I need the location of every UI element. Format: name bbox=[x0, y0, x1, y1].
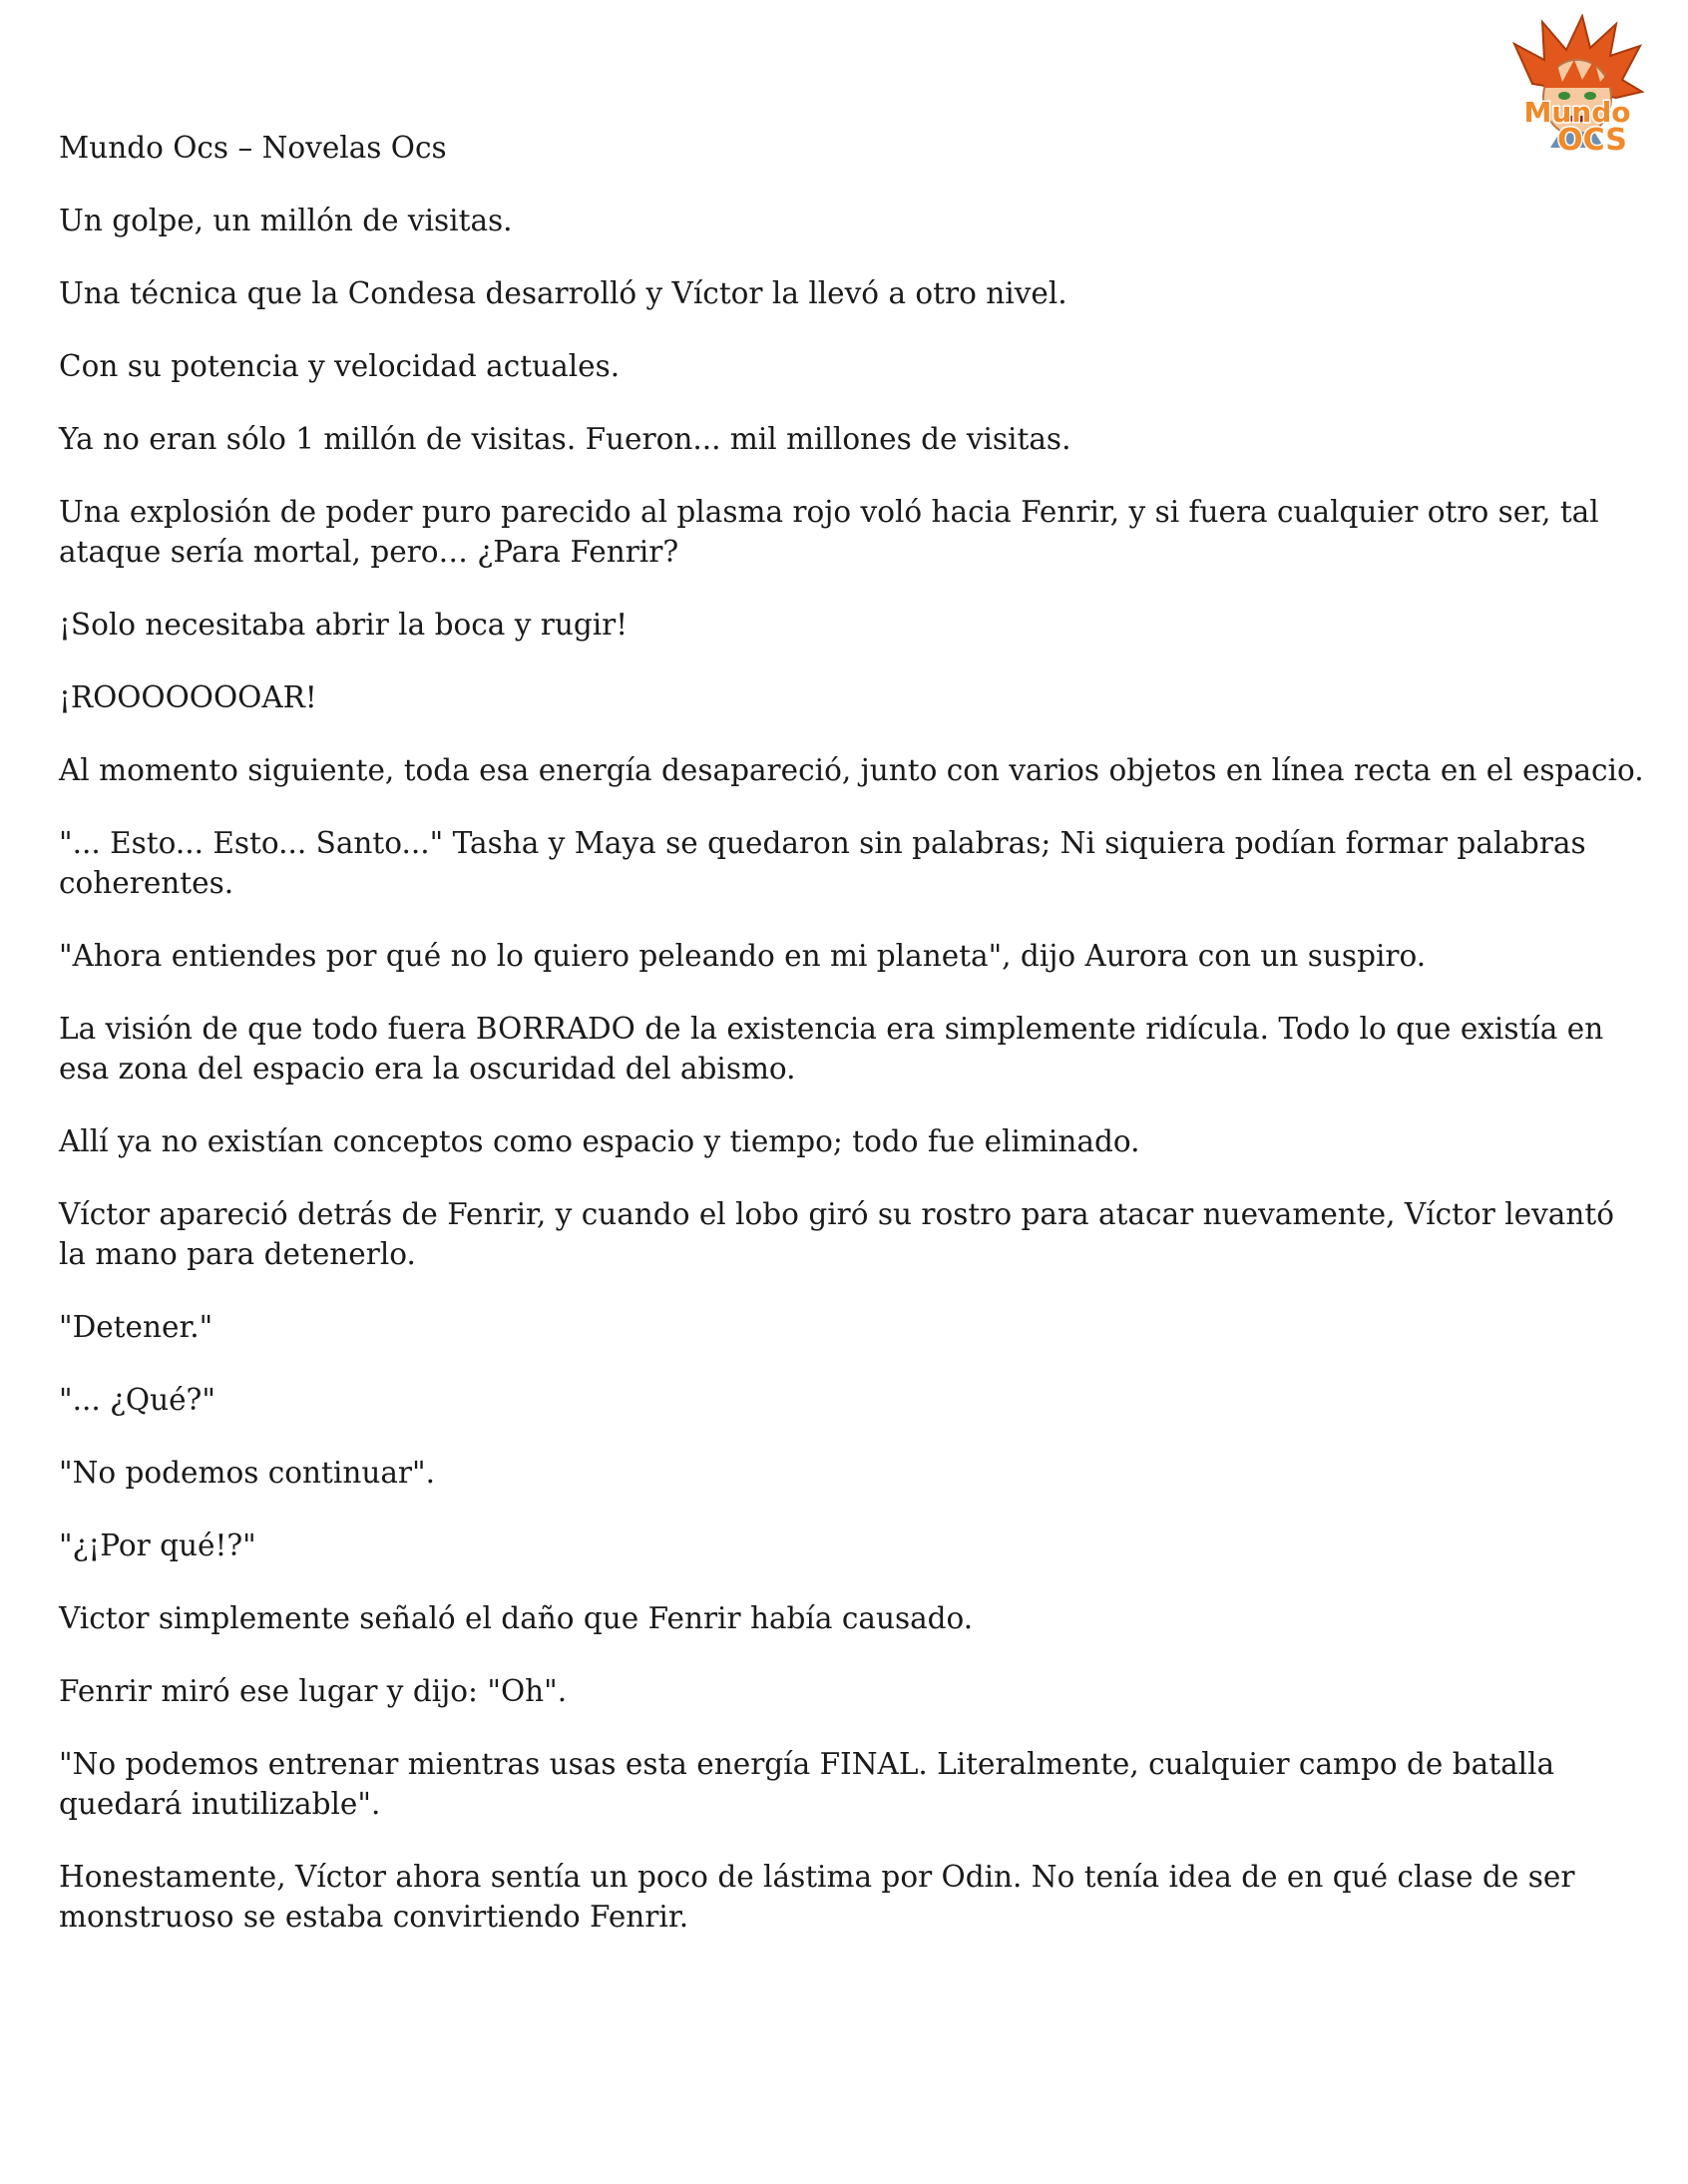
paragraph: "... ¿Qué?" bbox=[59, 1383, 215, 1417]
paragraph: ¡Solo necesitaba abrir la boca y rugir! bbox=[59, 608, 629, 642]
paragraph: "No podemos continuar". bbox=[59, 1456, 435, 1490]
paragraph: ¡ROOOOOOOAR! bbox=[59, 680, 317, 714]
paragraph: Con su potencia y velocidad actuales. bbox=[59, 349, 621, 383]
document-body bbox=[59, 201, 1645, 1937]
paragraph: Victor simplemente señaló el daño que Fenrir había causado. bbox=[59, 1601, 974, 1635]
document-page bbox=[59, 128, 1645, 1969]
paragraph: "No podemos entrenar mientras usas esta energía FINAL. Literalmente, cualquier campo de batalla quedará inutilizable". bbox=[59, 1747, 1555, 1821]
paragraph: Una técnica que la Condesa desarrolló y Víctor la llevó a otro nivel. bbox=[59, 276, 1067, 310]
paragraph: "Detener." bbox=[59, 1310, 213, 1344]
paragraph: "Ahora entiendes por qué no lo quiero peleando en mi planeta", dijo Aurora con un suspiro. bbox=[59, 939, 1427, 973]
paragraph: Una explosión de poder puro parecido al plasma rojo voló hacia Fenrir, y si fuera cualquier otro ser, tal ataque sería mortal, pero… ¿Para Fenrir? bbox=[59, 495, 1599, 569]
paragraph: Ya no eran sólo 1 millón de visitas. Fueron... mil millones de visitas. bbox=[59, 422, 1071, 456]
paragraph: "¿¡Por qué!?" bbox=[59, 1529, 256, 1562]
paragraph: Al momento siguiente, toda esa energía desapareció, junto con varios objetos en línea recta en el espacio. bbox=[59, 753, 1644, 787]
paragraph: Honestamente, Víctor ahora sentía un poco de lástima por Odin. No tenía idea de en qué clase de ser monstruoso se estaba convirtiendo Fenrir. bbox=[59, 1860, 1575, 1934]
paragraph: "... Esto... Esto... Santo..." Tasha y Maya se quedaron sin palabras; Ni siquiera podían formar palabras coherentes. bbox=[59, 826, 1586, 900]
document-header: Mundo Ocs – Novelas Ocs bbox=[59, 131, 447, 165]
logo-text-line1: Mundo bbox=[1523, 96, 1631, 129]
paragraph: Fenrir miró ese lugar y dijo: "Oh". bbox=[59, 1674, 568, 1708]
paragraph: Allí ya no existían conceptos como espacio y tiempo; todo fue eliminado. bbox=[59, 1124, 1140, 1158]
logo-text-line2: OCS bbox=[1557, 123, 1627, 158]
paragraph: Víctor apareció detrás de Fenrir, y cuando el lobo giró su rostro para atacar nuevamente, Víctor levantó la mano para detenerlo. bbox=[59, 1197, 1614, 1271]
paragraph: La visión de que todo fuera BORRADO de la existencia era simplemente ridícula. Todo lo que existía en esa zona del espacio era la oscuridad del abismo. bbox=[59, 1012, 1604, 1086]
paragraph: Un golpe, un millón de visitas. bbox=[59, 204, 513, 237]
